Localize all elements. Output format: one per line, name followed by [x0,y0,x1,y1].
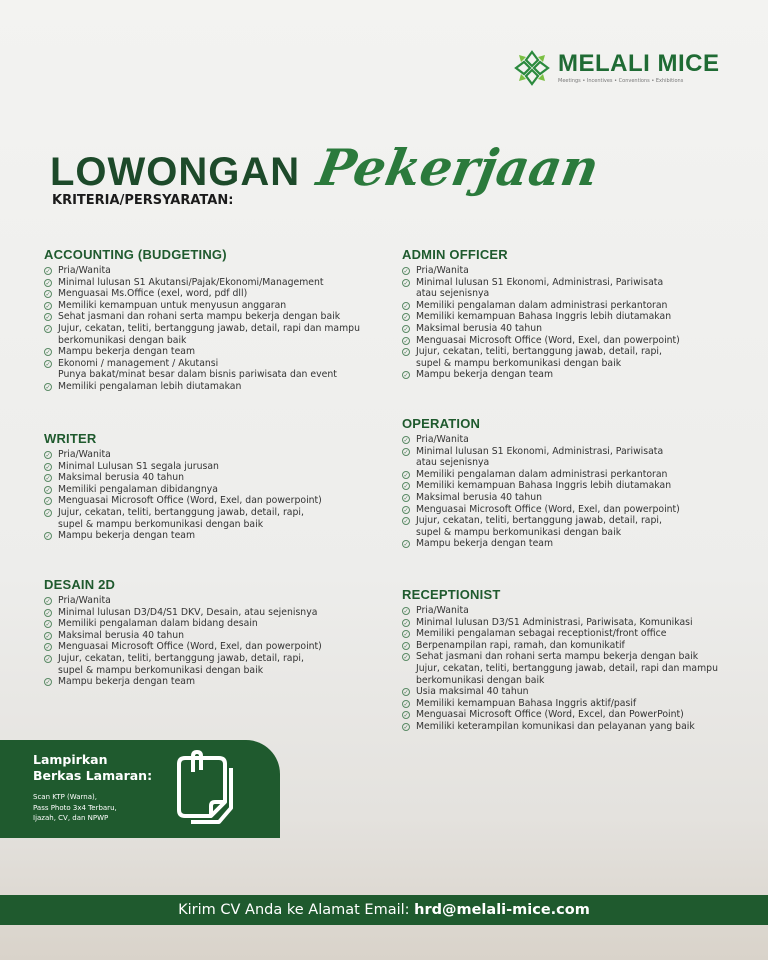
list-item-text: Pria/Wanita [58,595,111,606]
check-circle-icon: ✓ [403,494,409,502]
list-item [402,335,747,347]
attachment-line: Ijazah, CV, dan NPWP [33,814,109,822]
list-item [402,288,747,300]
list-item-text: Minimal lulusan D3/D4/S1 DKV, Desain, atau sejenisnya [58,606,318,618]
check-circle-icon: ✓ [403,700,409,708]
footer-email-bar [0,895,768,925]
list-item-text: Memiliki pengalaman dalam administrasi perkantoran [416,299,668,311]
list-item-text: Jujur, cekatan, teliti, bertanggung jawab, detail, rapi, [58,652,304,664]
list-item [402,434,747,446]
list-item-text: Minimal lulusan S1 Ekonomi, Administrasi, Pariwisata [416,276,664,288]
list-item-text: Menguasai Microsoft Office (Word, Exel, dan powerpoint) [58,495,322,507]
list-item [402,480,747,492]
list-item-text: Mampu bekerja dengan team [58,676,196,688]
attachments-panel [0,740,280,838]
list-item [402,358,747,370]
check-circle-icon: ✓ [45,621,51,629]
list-item-text: berkomunikasi dengan baik [58,334,187,346]
list-item [44,323,389,335]
list-item-text: Jujur, cekatan, teliti, bertanggung jawab, detail, rapi, [416,346,662,358]
check-circle-icon: ✓ [45,655,51,663]
list-item-text: Sehat jasmani dan rohani serta mampu bekerja dengan baik [416,651,699,663]
list-item [402,686,747,698]
list-item-text: supel & mampu berkomunikasi dengan baik [416,357,622,369]
logo [512,48,720,88]
list-item-text: Jujur, cekatan, teliti, bertanggung jawab, detail, rapi, [58,506,304,518]
list-item-text: Maksimal berusia 40 tahun [58,472,185,484]
list-item [402,640,747,652]
check-circle-icon: ✓ [403,608,409,615]
logo-tagline: Meetings • Incentives • Conventions • Exhibitions [558,78,684,84]
list-item [402,617,747,629]
list-item [44,530,389,542]
list-item [402,721,747,733]
criteria-heading: KRITERIA/PERSYARATAN: [52,193,234,208]
list-item [402,492,747,504]
section-desain-2d [44,577,389,688]
list-item-text: Maksimal berusia 40 tahun [416,322,543,334]
list-item [44,472,389,484]
list-item-text: Pria/Wanita [416,265,469,276]
logo-flower-icon [512,48,552,88]
check-circle-icon: ✓ [45,533,51,541]
list-item [402,346,747,358]
list-item-text: supel & mampu berkomunikasi dengan baik [58,518,264,530]
check-circle-icon: ✓ [45,279,51,287]
list-item [402,675,747,687]
title-main: LOWONGAN [50,150,301,194]
list-item-text: Berpenampilan rapi, ramah, dan komunikatif [416,639,625,651]
page-title [50,138,604,197]
list-item-text: Memiliki kemampuan Bahasa Inggris lebih diutamakan [416,311,672,323]
check-circle-icon: ✓ [403,654,409,662]
list-item-text: Memiliki pengalaman lebih diutamakan [58,380,242,392]
list-item-text: atau sejenisnya [416,457,490,469]
check-circle-icon: ✓ [403,437,409,444]
check-circle-icon: ✓ [403,712,409,720]
check-circle-icon: ✓ [45,452,51,459]
section-operation [402,416,747,550]
list-item [402,277,747,289]
check-circle-icon: ✓ [403,723,409,731]
section-title: WRITER [44,431,97,446]
check-circle-icon: ✓ [403,541,409,549]
list-item-text: Memiliki pengalaman sebagai receptionist/front office [416,628,667,640]
list-item-text: Sehat jasmani dan rohani serta mampu bekerja dengan baik [58,311,341,323]
check-circle-icon: ✓ [45,383,51,391]
section-admin-officer [402,247,747,381]
list-item [44,618,389,630]
list-item-text: Menguasai Microsoft Office (Word, Exel, dan powerpoint) [416,334,680,346]
list-item [44,607,389,619]
document-clip-icon [175,750,237,826]
section-title: OPERATION [402,416,481,431]
list-item-text: Memiliki keterampilan komunikasi dan pelayanan yang baik [416,720,695,732]
list-item-text: Pria/Wanita [58,449,111,460]
list-item-text: Maksimal berusia 40 tahun [416,491,543,503]
check-circle-icon: ✓ [45,475,51,483]
check-circle-icon: ✓ [403,642,409,650]
list-item [44,507,389,519]
list-item-text: Punya bakat/minat besar dalam bisnis pariwisata dan event [58,369,337,381]
list-item-text: Minimal lulusan S1 Ekonomi, Administrasi, Pariwisata [416,445,664,457]
list-item [44,665,389,677]
check-circle-icon: ✓ [45,498,51,506]
list-item-text: Memiliki kemampuan untuk menyusun anggaran [58,299,287,311]
check-circle-icon: ✓ [45,349,51,357]
list-item [44,381,389,393]
title-script: Pekerjaan [312,138,604,197]
check-circle-icon: ✓ [403,471,409,479]
check-circle-icon: ✓ [45,632,51,640]
check-circle-icon: ✓ [403,372,409,380]
list-item-text: Maksimal berusia 40 tahun [58,629,185,641]
check-circle-icon: ✓ [403,631,409,639]
list-item [44,484,389,496]
footer-text: Kirim CV Anda ke Alamat Email: [178,902,415,918]
check-circle-icon: ✓ [45,268,51,275]
list-item [44,346,389,358]
logo-name: MELALI MICE [558,50,720,77]
section-title: RECEPTIONIST [402,587,501,602]
check-circle-icon: ✓ [45,360,51,368]
check-circle-icon: ✓ [45,598,51,605]
list-item [44,311,389,323]
list-item [402,651,747,663]
section-receptionist [402,587,747,733]
check-circle-icon: ✓ [45,679,51,687]
check-circle-icon: ✓ [403,325,409,333]
check-circle-icon: ✓ [403,518,409,526]
check-circle-icon: ✓ [403,302,409,310]
email-link[interactable]: hrd@melali-mice.com [414,902,590,918]
check-circle-icon: ✓ [403,314,409,322]
section-title: ACCOUNTING (BUDGETING) [44,247,227,262]
list-item-text: Mampu bekerja dengan team [58,530,196,542]
list-item-text: Ekonomi / management / Akutansi [58,357,219,369]
list-item-text: atau sejenisnya [416,288,490,300]
list-item [402,504,747,516]
list-item [402,709,747,721]
check-circle-icon: ✓ [45,486,51,494]
list-item-text: Menguasai Microsoft Office (Word, Excel, dan PowerPoint) [416,709,684,721]
section-writer [44,431,389,542]
attachment-line: Pass Photo 3x4 Terbaru, [33,803,117,812]
list-item [44,369,389,381]
check-circle-icon: ✓ [45,644,51,652]
list-item [402,469,747,481]
list-item-text: Mampu bekerja dengan team [416,369,554,381]
list-item [402,369,747,381]
list-item [44,358,389,370]
attachments-title-1: Lampirkan [33,752,108,767]
list-item-text: Mampu bekerja dengan team [58,346,196,358]
list-item [44,519,389,531]
list-item [402,265,747,277]
check-circle-icon: ✓ [403,349,409,357]
list-item [44,461,389,473]
check-circle-icon: ✓ [403,337,409,345]
list-item [402,311,747,323]
list-item [402,527,747,539]
list-item [402,515,747,527]
list-item-text: Usia maksimal 40 tahun [416,686,529,698]
list-item [44,288,389,300]
list-item-text: Memiliki kemampuan Bahasa Inggris aktif/pasif [416,697,637,709]
list-item-text: supel & mampu berkomunikasi dengan baik [416,526,622,538]
list-item [402,323,747,335]
list-item [402,446,747,458]
check-circle-icon: ✓ [45,509,51,517]
list-item [44,676,389,688]
list-item [44,265,389,277]
list-item [402,698,747,710]
section-title: DESAIN 2D [44,577,116,592]
list-item-text: Minimal lulusan S1 Akutansi/Pajak/Ekonomi/Management [58,276,324,288]
check-circle-icon: ✓ [403,448,409,456]
check-circle-icon: ✓ [403,689,409,697]
list-item-text: Pria/Wanita [58,265,111,276]
check-circle-icon: ✓ [45,291,51,299]
list-item-text: Pria/Wanita [416,605,469,616]
check-circle-icon: ✓ [403,506,409,514]
list-item-text: Memiliki pengalaman dibidangnya [58,483,218,495]
check-circle-icon: ✓ [45,463,51,471]
list-item-text: Memiliki kemampuan Bahasa Inggris lebih diutamakan [416,480,672,492]
list-item-text: Minimal lulusan D3/S1 Administrasi, Pariwisata, Komunikasi [416,616,693,628]
section-accounting [44,247,389,393]
section-title: ADMIN OFFICER [402,247,508,262]
list-item [44,277,389,289]
list-item [402,663,747,675]
list-item-text: Pria/Wanita [416,434,469,445]
attachments-title-2: Berkas Lamaran: [33,768,153,783]
list-item [44,300,389,312]
list-item [44,335,389,347]
list-item [402,628,747,640]
list-item-text: Minimal Lulusan S1 segala jurusan [58,460,219,472]
check-circle-icon: ✓ [45,325,51,333]
check-circle-icon: ✓ [403,483,409,491]
check-circle-icon: ✓ [45,314,51,322]
list-item [402,538,747,550]
check-circle-icon: ✓ [403,619,409,627]
list-item [402,605,747,617]
list-item [44,595,389,607]
list-item [44,449,389,461]
list-item-text: Menguasai Microsoft Office (Word, Exel, dan powerpoint) [416,503,680,515]
list-item [44,653,389,665]
check-circle-icon: ✓ [45,609,51,617]
list-item [44,641,389,653]
list-item-text: Memiliki pengalaman dalam administrasi perkantoran [416,468,668,480]
list-item [44,495,389,507]
list-item [44,630,389,642]
list-item-text: Menguasai Ms.Office (exel, word, pdf dll) [58,288,248,300]
list-item-text: berkomunikasi dengan baik [416,674,545,686]
list-item-text: Jujur, cekatan, teliti, bertanggung jawab, detail, rapi dan mampu [416,662,718,674]
attachment-line: Scan KTP (Warna), [33,793,97,801]
list-item-text: Mampu bekerja dengan team [416,538,554,550]
check-circle-icon: ✓ [45,302,51,310]
list-item-text: Menguasai Microsoft Office (Word, Exel, dan powerpoint) [58,641,322,653]
list-item [402,457,747,469]
list-item-text: Jujur, cekatan, teliti, bertanggung jawab, detail, rapi, [416,515,662,527]
check-circle-icon: ✓ [403,268,409,275]
check-circle-icon: ✓ [403,279,409,287]
list-item [402,300,747,312]
list-item-text: Memiliki pengalaman dalam bidang desain [58,618,258,630]
list-item-text: supel & mampu berkomunikasi dengan baik [58,664,264,676]
list-item-text: Jujur, cekatan, teliti, bertanggung jawab, detail, rapi dan mampu [58,322,360,334]
